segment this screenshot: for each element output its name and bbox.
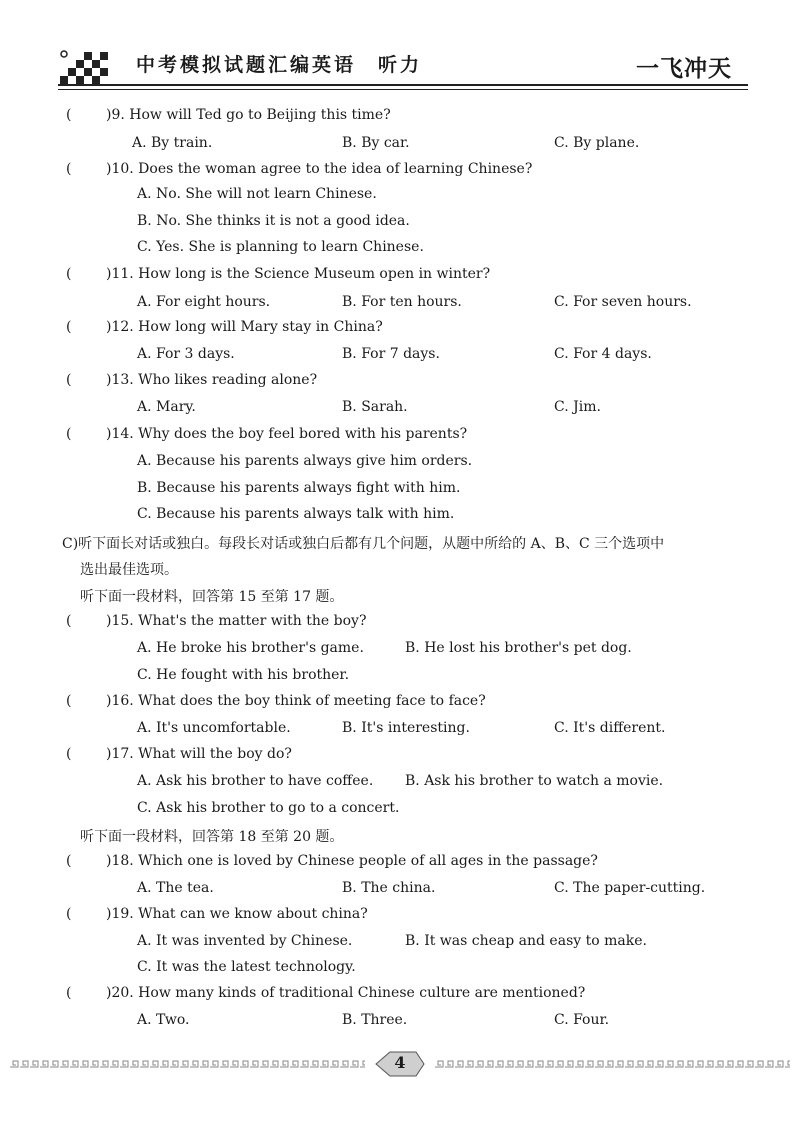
option-a: A. For eight hours. — [137, 294, 271, 310]
checkerboard-logo-icon — [58, 46, 108, 88]
option-a: A. For 3 days. — [137, 346, 235, 362]
option-a: A. Ask his brother to have coffee. — [137, 773, 374, 789]
page-number: 4 — [394, 1053, 406, 1072]
answer-blank[interactable]: ( — [66, 985, 72, 1001]
option-b: B. For 7 days. — [342, 346, 440, 362]
header-rule-thin — [58, 89, 748, 90]
question-text: )19. What can we know about china? — [106, 906, 368, 922]
answer-blank[interactable]: ( — [66, 161, 72, 177]
decorative-border-left — [10, 1060, 365, 1068]
option-a: A. Because his parents always give him orders. — [137, 453, 473, 469]
option-c: C. He fought with his brother. — [137, 667, 350, 683]
answer-blank[interactable]: ( — [66, 693, 72, 709]
question-text: )13. Who likes reading alone? — [106, 372, 318, 388]
option-b: B. Three. — [342, 1012, 408, 1028]
material-heading-2: 听下面一段材料，回答第 18 至第 20 题。 — [80, 829, 344, 845]
option-a: A. No. She will not learn Chinese. — [137, 186, 377, 202]
question-text: )9. How will Ted go to Beijing this time? — [106, 107, 391, 123]
option-b: B. The china. — [342, 880, 436, 896]
option-c: C. By plane. — [554, 135, 640, 151]
answer-blank[interactable]: ( — [66, 266, 72, 282]
header-title: 中考模拟试题汇编英语 听力 — [136, 54, 423, 76]
answer-blank[interactable]: ( — [66, 319, 72, 335]
answer-blank[interactable]: ( — [66, 853, 72, 869]
question-text: )20. How many kinds of traditional Chinese culture are mentioned? — [106, 985, 586, 1001]
answer-blank[interactable]: ( — [66, 613, 72, 629]
decorative-border-right — [435, 1060, 790, 1068]
option-b: B. Because his parents always fight with him. — [137, 480, 461, 496]
section-c-instruction-cont: 选出最佳选项。 — [80, 562, 178, 578]
option-b: B. It's interesting. — [342, 720, 470, 736]
question-text: )10. Does the woman agree to the idea of learning Chinese? — [106, 161, 533, 177]
option-a: A. By train. — [132, 135, 213, 151]
question-text: )12. How long will Mary stay in China? — [106, 319, 383, 335]
question-text: )18. Which one is loved by Chinese people of all ages in the passage? — [106, 853, 598, 869]
header-rule — [58, 84, 748, 86]
material-heading-1: 听下面一段材料，回答第 15 至第 17 题。 — [80, 589, 344, 605]
option-b: B. For ten hours. — [342, 294, 462, 310]
option-c: C. For seven hours. — [554, 294, 692, 310]
option-c: C. Because his parents always talk with him. — [137, 506, 455, 522]
option-b: B. It was cheap and easy to make. — [405, 933, 647, 949]
answer-blank[interactable]: ( — [66, 906, 72, 922]
option-c: C. Ask his brother to go to a concert. — [137, 800, 400, 816]
question-text: )14. Why does the boy feel bored with his parents? — [106, 426, 468, 442]
section-c-instruction: C)听下面长对话或独白。每段长对话或独白后都有几个问题，从题中所给的 A、B、C 三个选项中 — [62, 536, 665, 552]
option-a: A. The tea. — [137, 880, 214, 896]
option-c: C. Jim. — [554, 399, 601, 415]
option-b: B. No. She thinks it is not a good idea. — [137, 213, 410, 229]
option-c: C. Four. — [554, 1012, 610, 1028]
option-c: C. It's different. — [554, 720, 666, 736]
option-c: C. The paper-cutting. — [554, 880, 706, 896]
question-text: )16. What does the boy think of meeting face to face? — [106, 693, 486, 709]
option-c: C. For 4 days. — [554, 346, 652, 362]
answer-blank[interactable]: ( — [66, 107, 72, 123]
option-b: B. Ask his brother to watch a movie. — [405, 773, 664, 789]
question-text: )17. What will the boy do? — [106, 746, 292, 762]
option-b: B. By car. — [342, 135, 410, 151]
option-a: A. It's uncomfortable. — [137, 720, 291, 736]
answer-blank[interactable]: ( — [66, 746, 72, 762]
option-a: A. It was invented by Chinese. — [137, 933, 353, 949]
option-a: A. Mary. — [137, 399, 196, 415]
page-footer — [0, 1040, 800, 1100]
header-brand: 一飞冲天 — [636, 56, 732, 82]
page-header — [0, 0, 800, 100]
option-a: A. Two. — [137, 1012, 190, 1028]
option-b: B. He lost his brother's pet dog. — [405, 640, 632, 656]
option-c: C. It was the latest technology. — [137, 959, 356, 975]
answer-blank[interactable]: ( — [66, 426, 72, 442]
question-text: )15. What's the matter with the boy? — [106, 613, 367, 629]
option-b: B. Sarah. — [342, 399, 408, 415]
option-c: C. Yes. She is planning to learn Chinese. — [137, 239, 424, 255]
answer-blank[interactable]: ( — [66, 372, 72, 388]
option-a: A. He broke his brother's game. — [137, 640, 364, 656]
question-text: )11. How long is the Science Museum open in winter? — [106, 266, 491, 282]
